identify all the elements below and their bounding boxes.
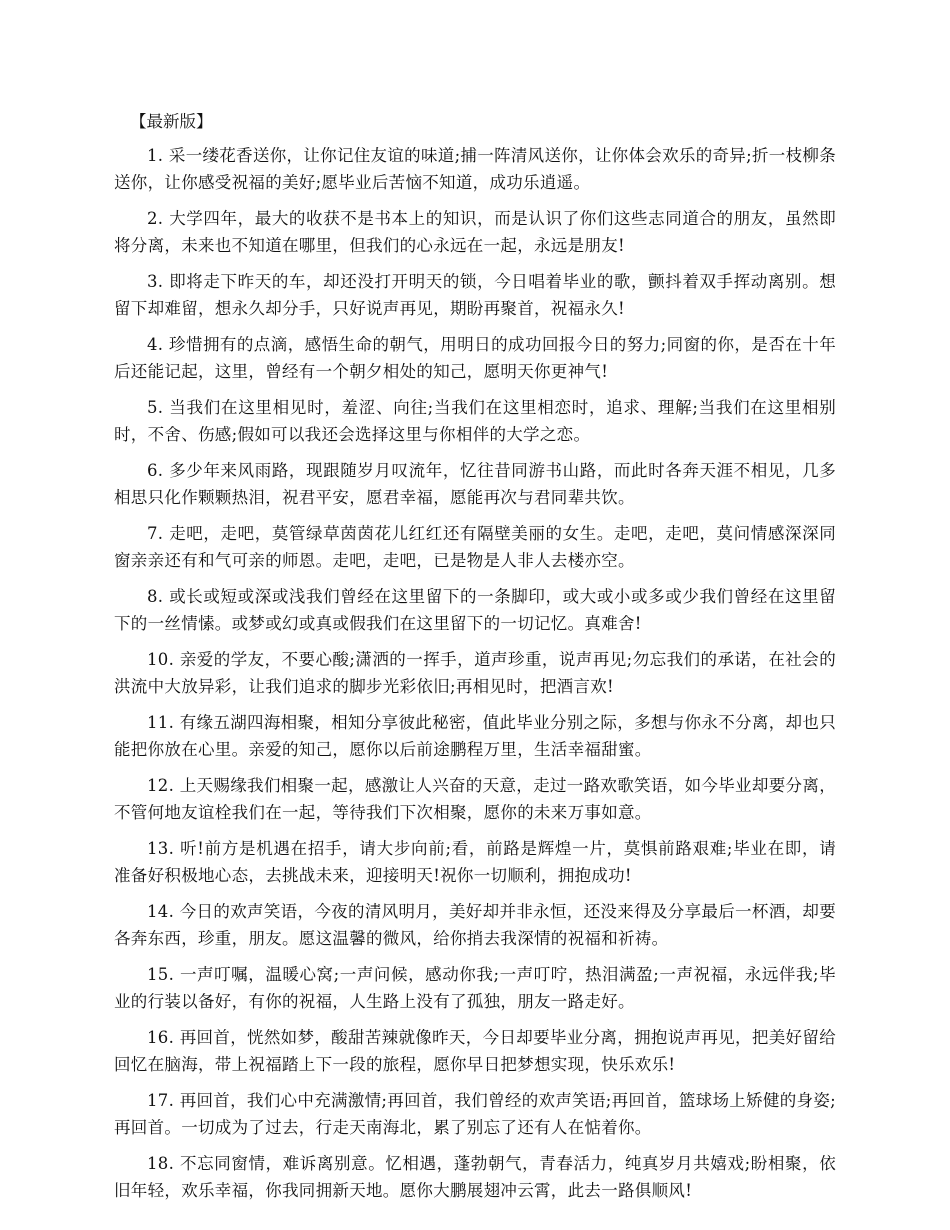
paragraph-16: 16. 再回首，恍然如梦，酸甜苦辣就像昨天，今日却要毕业分离，拥抱说声再见，把美好留给回忆在脑海，带上祝福踏上下一段的旅程，愿你早日把梦想实现，快乐欢乐! [114,1028,836,1074]
paragraph-17: 17. 再回首，我们心中充满激情;再回首，我们曾经的欢声笑语;再回首，篮球场上矫健的身姿;再回首。一切成为了过去，行走天南海北，累了别忘了还有人在惦着你。 [114,1091,836,1137]
paragraph-7: 7. 走吧，走吧，莫管绿草茵茵花儿红红还有隔壁美丽的女生。走吧，走吧，莫问情感深深同窗亲亲还有和气可亲的师恩。走吧，走吧，已是物是人非人去楼亦空。 [114,524,836,570]
paragraph-10: 10. 亲爱的学友，不要心酸;潇洒的一挥手，道声珍重，说声再见;勿忘我们的承诺，在社会的洪流中大放异彩，让我们追求的脚步光彩依旧;再相见时，把酒言欢! [114,650,836,696]
paragraph-4: 4. 珍惜拥有的点滴，感悟生命的朝气，用明日的成功回报今日的努力;同窗的你，是否在十年后还能记起，这里，曾经有一个朝夕相处的知己，愿明天你更神气! [114,335,836,381]
paragraph-2: 2. 大学四年，最大的收获不是书本上的知识，而是认识了你们这些志同道合的朋友，虽然即将分离，未来也不知道在哪里，但我们的心永远在一起，永远是朋友! [114,209,836,255]
paragraph-15: 15. 一声叮嘱，温暖心窝;一声问候，感动你我;一声叮咛，热泪满盈;一声祝福，永远伴我;毕业的行装以备好，有你的祝福，人生路上没有了孤独，朋友一路走好。 [114,965,836,1011]
paragraph-18: 18. 不忘同窗情，难诉离别意。忆相遇，蓬勃朝气，青春活力，纯真岁月共嬉戏;盼相聚，依旧年轻，欢乐幸福，你我同拥新天地。愿你大鹏展翅冲云霄，此去一路俱顺风! [114,1154,836,1200]
paragraph-12: 12. 上天赐缘我们相聚一起，感激让人兴奋的天意，走过一路欢歌笑语，如今毕业却要分离，不管何地友谊栓我们在一起，等待我们下次相聚，愿你的未来万事如意。 [114,776,836,822]
document-page [114,108,836,1213]
paragraph-3: 3. 即将走下昨天的车，却还没打开明天的锁，今日唱着毕业的歌，颤抖着双手挥动离别。想留下却难留，想永久却分手，只好说声再见，期盼再聚首，祝福永久! [114,272,836,318]
paragraph-list [114,142,836,1204]
paragraph-13: 13. 听!前方是机遇在招手，请大步向前;看，前路是辉煌一片，莫惧前路艰难;毕业在即，请准备好积极地心态，去挑战未来，迎接明天!祝你一切顺利，拥抱成功! [114,839,836,885]
paragraph-11: 11. 有缘五湖四海相聚，相知分享彼此秘密，值此毕业分别之际，多想与你永不分离，却也只能把你放在心里。亲爱的知己，愿你以后前途鹏程万里，生活幸福甜蜜。 [114,713,836,759]
document-header: 【最新版】 [130,112,213,131]
paragraph-6: 6. 多少年来风雨路，现跟随岁月叹流年，忆往昔同游书山路，而此时各奔天涯不相见，几多相思只化作颗颗热泪，祝君平安，愿君幸福，愿能再次与君同辈共饮。 [114,461,836,507]
paragraph-5: 5. 当我们在这里相见时，羞涩、向往;当我们在这里相恋时，追求、理解;当我们在这里相别时，不舍、伤感;假如可以我还会选择这里与你相伴的大学之恋。 [114,398,836,444]
paragraph-8: 8. 或长或短或深或浅我们曾经在这里留下的一条脚印，或大或小或多或少我们曾经在这里留下的一丝情愫。或梦或幻或真或假我们在这里留下的一切记忆。真难舍! [114,587,836,633]
paragraph-14: 14. 今日的欢声笑语，今夜的清风明月，美好却并非永恒，还没来得及分享最后一杯酒，却要各奔东西，珍重，朋友。愿这温馨的微风，给你捎去我深情的祝福和祈祷。 [114,902,836,948]
paragraph-1: 1. 采一缕花香送你，让你记住友谊的味道;捕一阵清风送你，让你体会欢乐的奇异;折一枝柳条送你，让你感受祝福的美好;愿毕业后苦恼不知道，成功乐逍遥。 [114,146,836,192]
